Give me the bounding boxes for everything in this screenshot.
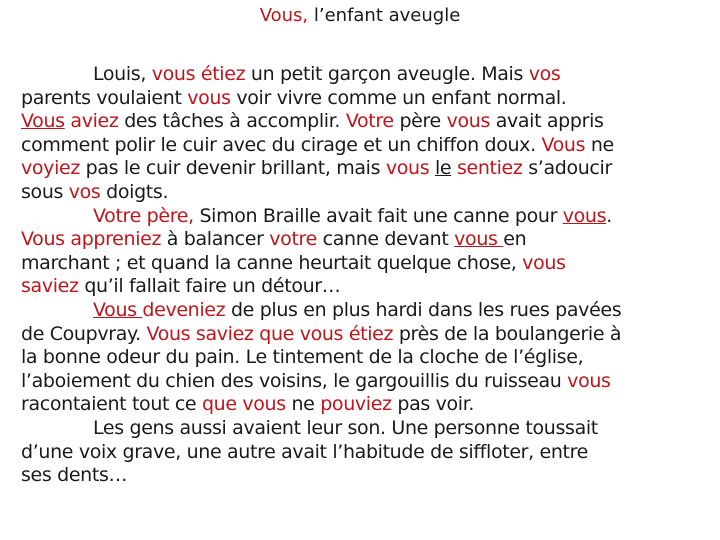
text-line [21,110,711,134]
text-line [21,370,711,394]
text-segment: ses dents… [21,464,128,487]
text-line [21,87,711,111]
highlighted-word: pouviez [320,393,392,416]
text-line [21,63,711,87]
highlighted-word: que vous [259,322,344,345]
paragraph [21,63,711,205]
text-line [21,134,711,158]
paragraph [21,299,711,417]
text-line [21,299,711,323]
text-line [21,417,711,441]
highlighted-word: vous [187,86,231,109]
text-line [21,205,711,229]
paragraph [21,205,711,299]
highlighted-word: votre [269,228,317,251]
highlighted-word: vous [567,369,611,392]
highlighted-word: Vous [541,133,586,156]
text-line [21,157,711,181]
highlighted-word: aviez [70,110,119,133]
text-segment: parents voulaient [21,86,188,109]
text-line [21,228,711,252]
text-segment: qu’il fallait faire un détour… [78,275,341,298]
text-segment: racontaient tout ce [21,393,202,416]
text-line [21,181,711,205]
highlighted-word: vous [385,157,430,180]
text-segment: s’adoucir [522,157,612,180]
text-segment: la bonne odeur du pain. Le tintement de la cloche de l’église, [21,346,584,369]
text-line [21,464,711,488]
text-segment: le [434,157,452,180]
text-segment: près de la boulangerie à [393,322,622,345]
text-segment: ne [285,393,321,416]
text-segment: Simon Braille avait fait une canne pour [193,204,563,227]
highlighted-word: vous [454,228,504,251]
text-line [21,393,711,417]
text-segment: des tâches à accomplir. [118,110,346,133]
text-segment: voir vivre comme un enfant normal. [230,86,567,109]
text-line [21,346,711,370]
highlighted-word: vos [68,180,101,203]
page-title [0,4,720,28]
highlighted-word: Votre [345,110,394,133]
text-segment: à balancer [161,228,270,251]
highlighted-word: saviez [21,275,79,298]
text-segment: ne [585,133,614,156]
highlighted-word: Vous [93,298,143,321]
text-segment: l’aboiement du chien des voisins, le gargouillis du ruisseau [21,369,568,392]
text-segment: un petit garçon aveugle. Mais [245,63,529,85]
highlighted-word: Vous saviez [146,322,254,345]
title-highlight: Vous, [259,5,309,26]
highlighted-word: vous [522,251,566,274]
highlighted-word: que vous [201,393,286,416]
text-segment: avait appris [490,110,604,133]
text-segment: en [503,228,527,251]
highlighted-word: voyiez [21,157,80,180]
text-segment: sous [21,180,69,203]
highlighted-word: père, [146,204,194,227]
text-line [21,323,711,347]
highlighted-word: sentiez [456,157,523,180]
paragraph [21,417,711,488]
title-rest: l’enfant aveugle [308,5,461,26]
highlighted-word: étiez [200,63,246,85]
highlighted-word: Vous [21,228,65,251]
text-segment: marchant ; et quand la canne heurtait quelque chose, [21,251,523,274]
text-segment: comment polir le cuir avec du cirage et un chiffon doux. [21,133,542,156]
highlighted-word: appreniez [70,228,162,251]
story-text [21,63,711,488]
text-segment: de Coupvray. [21,322,147,345]
highlighted-word: vous [562,204,607,227]
highlighted-word: Votre [93,204,141,227]
text-line [21,252,711,276]
highlighted-word: vous [446,110,490,133]
text-segment: . [606,204,612,227]
highlighted-word: vous [151,63,196,85]
text-segment: Les gens aussi avaient leur son. Une personne toussait [93,416,598,439]
text-segment: d’une voix grave, une autre avait l’habitude de siffloter, entre [21,440,589,463]
text-line [21,275,711,299]
highlighted-word: étiez [348,322,394,345]
text-line [21,441,711,465]
highlighted-word: vos [528,63,561,85]
text-segment: de plus en plus hardi dans les rues pavées [225,298,622,321]
highlighted-word: deveniez [142,298,226,321]
highlighted-word: Vous [21,110,65,133]
text-segment: Louis, [93,63,152,85]
text-segment: père [393,110,447,133]
text-segment: pas voir. [391,393,475,416]
text-segment: doigts. [100,180,169,203]
text-segment: canne devant [316,228,455,251]
text-segment: pas le cuir devenir brillant, mais [79,157,386,180]
